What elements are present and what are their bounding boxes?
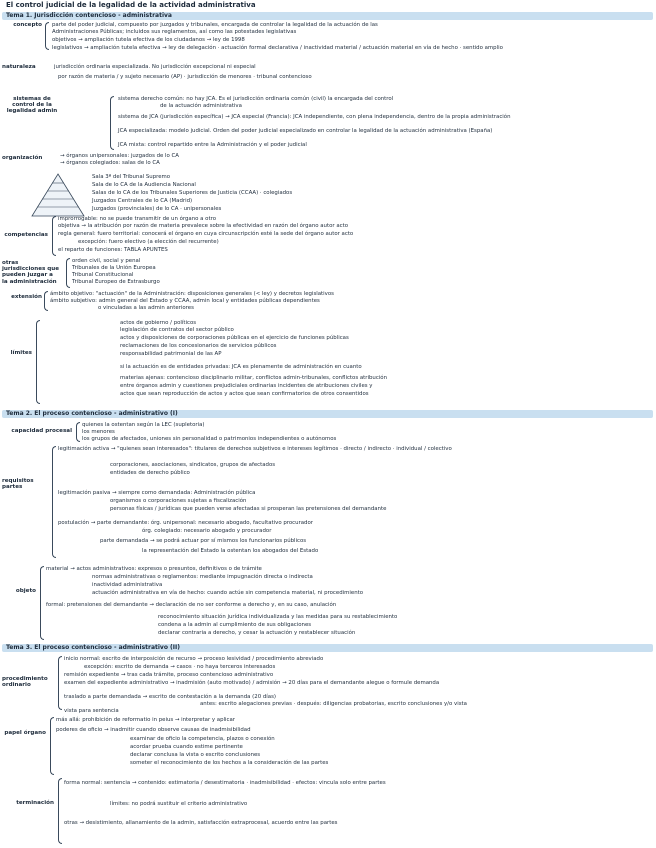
text-line: Juzgados (provinciales) de lo CA · unipersonales [92, 206, 222, 212]
text-line: si la actuación es de entidades privadas: JCA es plenamente de administración en cuanto [120, 364, 362, 370]
text-line: objetivos → ampliación tutela efectiva de los ciudadanos → ley de 1998 [52, 37, 245, 43]
text-line: organismos o corporaciones sujetas a fiscalización [110, 498, 247, 504]
text-line: forma normal: sentencia → contenido: estimatoria / desestimatoria · inadmisibilidad · efectos: vincula solo entre partes [64, 780, 386, 786]
text-line: jurisdicción ordinaria especializada. No jurisdicción excepcional ni especial [54, 64, 256, 70]
text-line: declarar contraria a derecho, y cesar la actuación y restablecer situación [158, 630, 356, 636]
text-line: personas físicas / jurídicas que pueden verse afectadas si prosperan las pretensiones del demandante [110, 506, 387, 512]
court-pyramid-diagram [30, 172, 86, 218]
text-line: de la actuación administrativa [160, 103, 242, 109]
text-line: entre órganos admin y cuestiones prejudiciales ordinarias incidentes de atribuciones civiles y [120, 383, 373, 389]
label-papel-organo: papel órgano [4, 730, 46, 736]
text-line: → órganos unipersonales: juzgados de lo CA [60, 153, 179, 159]
text-line: regla general: fuero territorial: conocerá el órgano en cuya circunscripción esté la sede del órgano autor acto [58, 231, 354, 237]
text-line: inactividad administrativa [92, 582, 163, 588]
text-line: ámbito objetivo: "actuación" de la Administración: disposiciones generales (< ley) y decretos legislativos [50, 291, 334, 297]
text-line: Salas de lo CA de los Tribunales Superiores de Justicia (CCAA) · colegiados [92, 190, 293, 196]
text-line: entidades de derecho público [110, 470, 190, 476]
text-line: improrrogable: no se puede transmitir de un órgano a otro [58, 216, 216, 222]
text-line: examinar de oficio la competencia, plazos o conexión [130, 736, 275, 742]
text-line: la representación del Estado la ostentan los abogados del Estado [142, 548, 319, 554]
label-objeto: objeto [15, 588, 36, 594]
text-line: legitimación pasiva → siempre como demandada: Administración pública [58, 490, 256, 496]
text-line: parte del poder judicial, compuesto por juzgados y tribunales, encargada de controlar la legalidad de la actuación de las [52, 22, 378, 28]
text-line: vista para sentencia [64, 708, 119, 714]
text-line: excepción: escrito de demanda → casos · no haya terceros interesados [84, 664, 276, 670]
label-limites: límites [10, 350, 32, 356]
label-organizacion: organización [2, 155, 43, 161]
text-line: Tribunal Europeo de Estrasburgo [72, 279, 160, 285]
brace [58, 778, 62, 844]
text-line: normas administrativas o reglamentos: mediante impugnación directa o indirecta [92, 574, 313, 580]
label-sistemas: sistemas de control de la legalidad admin [6, 96, 58, 115]
text-line: Administraciones Públicas; incluidos sus reglamentos, así como las potestades legislativas [52, 29, 297, 35]
text-line: declarar conclusa la vista o escrito conclusiones [130, 752, 261, 758]
text-line: Tribunales de la Unión Europea [72, 265, 156, 271]
text-line: legislación de contratos del sector público [120, 327, 234, 333]
text-line: Sala de lo CA de la Audiencia Nacional [92, 182, 196, 188]
text-line: legitimación activa → "quienes sean interesados": titulares de derechos subjetivos e intereses legítimos · directo / indirecto · individual / colectivo [58, 446, 452, 452]
label-naturaleza: naturaleza [2, 64, 36, 70]
brace [110, 96, 114, 150]
brace [76, 422, 80, 442]
text-line: los grupos de afectados, uniones sin personalidad o patrimonios independientes o autónomos [82, 436, 337, 442]
text-line: Juzgados Centrales de lo CA (Madrid) [92, 198, 193, 204]
text-line: sistema derecho común: no hay JCA. Es el jurisdicción ordinaria común (civil) la encargada del control [118, 96, 394, 102]
text-line: inicio normal: escrito de interposición de recurso → proceso lesividad / procedimiento abreviado [64, 656, 324, 662]
text-line: someter el reconocimiento de los hechos a la consideración de las partes [130, 760, 329, 766]
text-line: poderes de oficio → inadmitir cuando observe causas de inadmisibilidad [56, 727, 251, 733]
text-line: materias ajenas: contencioso disciplinario militar, conflictos admin-tribunales, conflictos atribución [120, 375, 388, 381]
text-line: acordar prueba cuando estime pertinente [130, 744, 243, 750]
text-line: el reparto de funciones: TABLA APUNTES [58, 247, 168, 253]
section-1-heading: Tema 1. Jurisdicción contencioso - administrativa [2, 12, 653, 20]
text-line: → órganos colegiados: salas de lo CA [60, 160, 160, 166]
text-line: JCA especializada: modelo judicial. Orden del poder judicial especializado en controlar la legalidad de la actuación administrativa (España) [118, 128, 493, 134]
text-line: límites: no podrá sustituir el criterio administrativo [110, 801, 248, 807]
text-line: corporaciones, asociaciones, sindicatos, grupos de afectados [110, 462, 276, 468]
text-line: Tribunal Constitucional [72, 272, 134, 278]
text-line: otras → desistimiento, allanamiento de la admin, satisfacción extraprocesal, acuerdo entre las partes [64, 820, 338, 826]
text-line: condena a la admin al cumplimiento de sus obligaciones [158, 622, 312, 628]
brace [66, 258, 70, 288]
brace [44, 291, 48, 311]
text-line: actos y disposiciones de corporaciones públicas en el ejercicio de funciones públicas [120, 335, 349, 341]
text-line: quienes la ostentan según la LEC (supletoria) [82, 422, 205, 428]
label-extension: extensión [11, 294, 42, 300]
text-line: Sala 3ª del Tribunal Supremo [92, 174, 171, 180]
label-capacidad-procesal: capacidad procesal [11, 428, 72, 434]
label-procedimiento-ordinario: procedimiento ordinario [2, 676, 48, 689]
text-line: formal: pretensiones del demandante → declaración de no ser conforme a derecho y, en su caso, anulación [46, 602, 337, 608]
label-terminacion: terminación [16, 800, 54, 806]
text-line: JCA mixta: control repartido entre la Administración y el poder judicial [118, 142, 307, 148]
text-line: actos que sean reproducción de actos y actos que sean confirmatorios de otros consentidos [120, 391, 369, 397]
label-concepto: concepto [13, 22, 42, 28]
label-competencias: competencias [4, 232, 48, 238]
text-line: parte demandada → se podrá actuar por sí mismos los funcionarios públicos [100, 538, 307, 544]
brace [52, 446, 56, 558]
text-line: postulación → parte demandante: órg. unipersonal: necesario abogado, facultativo procurador [58, 520, 313, 526]
text-line: material → actos administrativos: expresos o presuntos, definitivos o de trámite [46, 566, 262, 572]
section-2-heading: Tema 2. El proceso contencioso - administrativo (I) [2, 410, 653, 418]
document-title: El control judicial de la legalidad de la actividad administrativa [6, 1, 256, 9]
brace [45, 22, 49, 50]
text-line: actos de gobierno / políticos [120, 320, 197, 326]
text-line: responsabilidad patrimonial de las AP [120, 351, 222, 357]
text-line: más allá: prohibición de reformatio in peius → interpretar y aplicar [56, 717, 235, 723]
brace [58, 656, 62, 710]
text-line: antes: escrito alegaciones previas · después: diligencias probatorias, escrito conclusiones y/o vista [200, 701, 467, 707]
brace [36, 320, 40, 404]
text-line: legislativos → ampliación tutela efectiva → ley de delegación · actuación formal declarativa / inactividad material / actuación material en vía de hecho · sentido amplio [52, 45, 503, 51]
text-line: o vinculadas a las admin anteriores [98, 305, 194, 311]
text-line: excepción: fuero electivo (a elección del recurrente) [78, 239, 219, 245]
brace [52, 216, 56, 256]
text-line: por razón de materia / y sujeto necesario (AP) · jurisdicción de menores · tribunal contencioso [58, 74, 312, 80]
label-otras-jurisdicciones: otras jurisdicciones que pueden juzgar a la administración [2, 260, 60, 285]
text-line: actuación administrativa en vía de hecho: cuando actúe sin competencia material, ni procedimiento [92, 590, 364, 596]
text-line: órg. colegiado: necesario abogado y procurador [142, 528, 272, 534]
text-line: ámbito subjetivo: admin general del Estado y CCAA, admin local y entidades públicas dependientes [50, 298, 320, 304]
brace [50, 717, 54, 775]
text-line: objetiva → la atribución por razón de materia prevalece sobre la efectividad en razón del órgano autor acto [58, 223, 348, 229]
text-line: sistema de JCA (jurisdicción específica) → JCA especial (Francia): JCA independiente, con plena independencia, dentro de la propia administración [118, 114, 511, 120]
text-line: orden civil, social y penal [72, 258, 141, 264]
text-line: traslado a parte demandada → escrito de contestación a la demanda (20 días) [64, 694, 276, 700]
text-line: remisión expediente → tras cada trámite, proceso contencioso administrativo [64, 672, 274, 678]
text-line: examen del expediente administrativo → inadmisión (auto motivado) / admisión → 20 días para el demandante alegue o formule demanda [64, 680, 440, 686]
section-3-heading: Tema 3. El proceso contencioso - administrativo (II) [2, 644, 653, 652]
label-requisitos-partes: requisitos partes [2, 478, 34, 491]
text-line: reclamaciones de los concesionarios de servicios públicos [120, 343, 277, 349]
brace [40, 566, 44, 640]
text-line: reconocimiento situación jurídica individualizada y las medidas para su restablecimiento [158, 614, 398, 620]
text-line: los menores [82, 429, 115, 435]
